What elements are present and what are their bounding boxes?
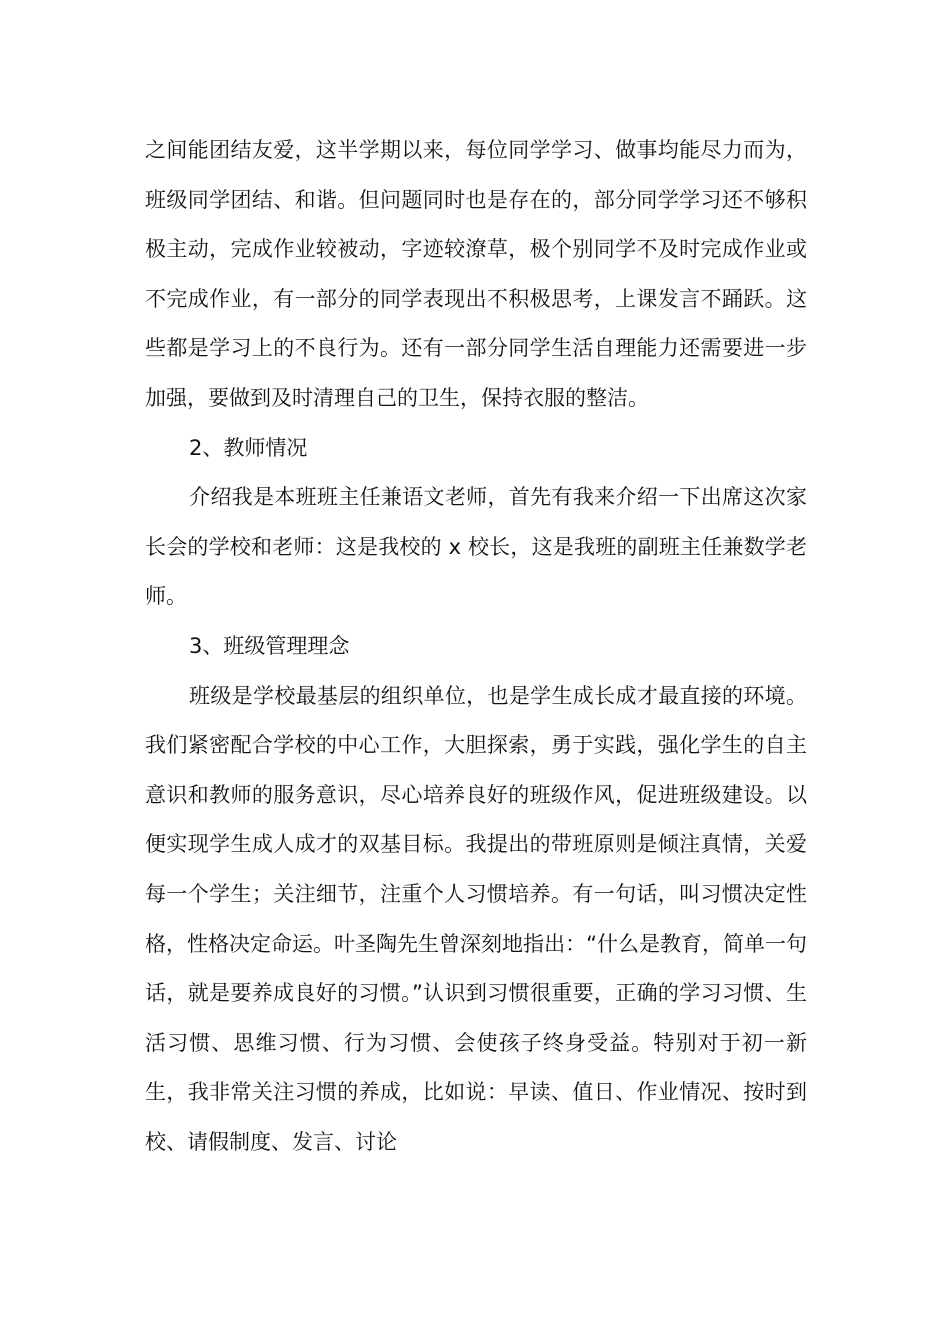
section-heading-teacher-situation: 2、教师情况 <box>189 435 308 460</box>
paragraph-teacher-introduction: 介绍我是本班班主任兼语文老师，首先有我来介绍一下出席这次家长会的学校和老师：这是我校的 x 校长，这是我班的副班主任兼数学老师。 <box>145 485 807 609</box>
paragraph-class-management: 班级是学校最基层的组织单位，也是学生成长成才最直接的环境。我们紧密配合学校的中心工作，大胆探索，勇于实践，强化学生的自主意识和教师的服务意识，尽心培养良好的班级作风，促进班级建设。以便实现学生成人成才的双基目标。我提出的带班原则是倾注真情，关爱每一个学生；关注细节，注重个人习惯培养。有一句话，叫习惯决定性格，性格决定命运。叶圣陶先生曾深刻地指出：“什么是教育，简单一句话，就是要养成良好的习惯。”认识到习惯很重要，正确的学习习惯、生活习惯、思维习惯、行为习惯、会使孩子终身受益。特别对于初一新生，我非常关注习惯的养成，比如说：早读、值日、作业情况、按时到校、请假制度、发言、讨论 <box>145 683 807 1154</box>
document-body <box>145 126 807 1167</box>
section-heading-class-management: 3、班级管理理念 <box>189 633 350 658</box>
paragraph-class-situation: 之间能团结友爱，这半学期以来，每位同学学习、做事均能尽力而为，班级同学团结、和谐。但问题同时也是存在的，部分同学学习还不够积极主动，完成作业较被动，字迹较潦草，极个别同学不及时完成作业或不完成作业，有一部分的同学表现出不积极思考，上课发言不踊跃。这些都是学习上的不良行为。还有一部分同学生活自理能力还需要进一步加强，要做到及时清理自己的卫生，保持衣服的整洁。 <box>145 138 807 410</box>
